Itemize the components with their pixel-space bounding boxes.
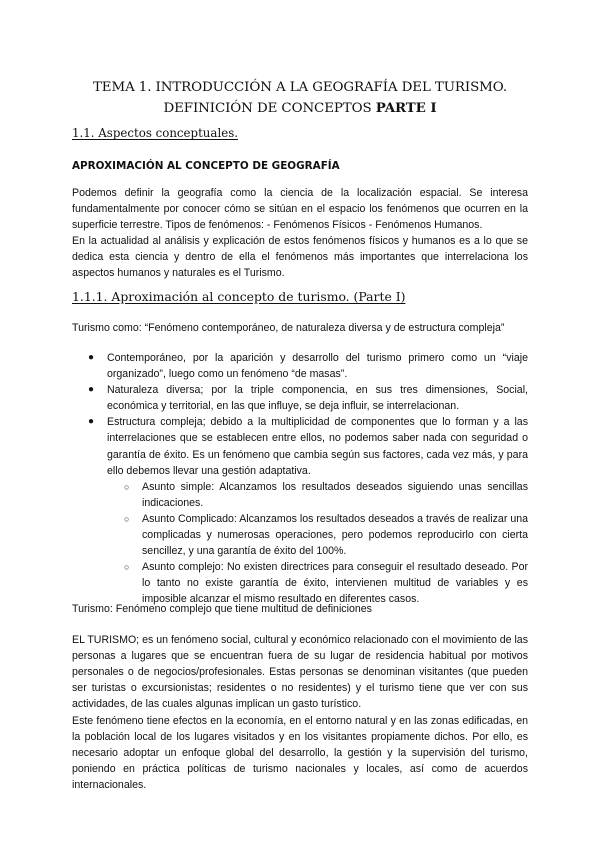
list-item [72,382,528,414]
paragraph-efectos: Este fenómeno tiene efectos en la economía, en el entorno natural y en las zonas edificadas, en la población local de los lugares visitados y en los visitantes propiamente dichos. Por ello, es necesario adoptar un enfoque global del desarrollo, la gestión y la supervisión del turismo, poniendo en práctica políticas de turismo nacionales y locales, así como de acuerdos internacionales. [72,715,528,792]
subheading-geografia: APROXIMACIÓN AL CONCEPTO DE GEOGRAFÍA [72,160,340,172]
paragraph-geografia-actualidad: En la actualidad al análisis y explicación de estos fenómenos físicos y humanos es a lo que se dedica esta ciencia y dentro de ella el fenómenos más importantes que interrelaciona los aspectos humanos y naturales es el Turismo. [72,235,528,280]
sub-bullet-icon: ○ [124,562,130,573]
title-line-2-text: DEFINICIÓN DE CONCEPTOS [163,101,376,116]
list-item [72,414,528,607]
list-item [72,350,528,382]
sub-bullet-icon: ○ [124,481,130,492]
paragraph-turismo-como: Turismo como: “Fenómeno contemporáneo, de naturaleza diversa y de estructura compleja” [72,322,505,334]
section-heading-aspectos: 1.1. Aspectos conceptuales. [72,126,238,140]
bullet-icon: ● [88,384,95,396]
bullet-list-turismo [72,350,528,608]
title-part-label: PARTE I [375,100,437,116]
sub-bullet-text: Asunto simple: Alcanzamos los resultados deseados siguiendo unas sencillas indicaciones. [142,480,528,509]
bullet-text: Contemporáneo, por la aparición y desarrollo del turismo primero como un “viaje organizado”, luego como un fenómeno “de masas”. [107,352,528,381]
paragraph-el-turismo: EL TURISMO; es un fenómeno social, cultural y económico relacionado con el movimiento de las personas a lugares que se encuentran fuera de su lugar de residencia habitual por motivos personales o de negocios/profesionales. Estas personas se denominan visitantes (que pueden ser turistas o excursionistas; residentes o no residentes) y el turismo tiene que ver con sus actividades, de las cuales algunas implican un gasto turístico. [72,634,528,711]
section-heading-turismo: 1.1.1. Aproximación al concepto de turismo. (Parte I) [72,289,406,304]
bullet-text: Estructura compleja; debido a la multiplicidad de componentes que lo forman y a las interrelaciones que se establecen entre ellos, no podemos saber nada con seguridad o garantía de éxito. Es un fenómeno que cambia según sus factores, cada vez más, y para ello debemos llevar una gestión adaptativa. [107,416,528,477]
sub-bullet-text: Asunto complejo: No existen directrices para conseguir el resultado deseado. Por lo tanto no existe garantía de éxito, intervienen multitud de variables y es imposible alcanzar el mismo resultado en diferentes casos. [142,561,528,606]
sub-bullet-icon: ○ [124,513,130,524]
bullet-icon: ● [88,416,95,428]
sub-bullet-text: Asunto Complicado: Alcanzamos los resultados deseados a través de realizar una complicadas y numerosas operaciones, pero podemos reproducirlo con cierta sencillez, y una garantía de éxito del 100%. [142,512,528,558]
paragraph-geografia-definicion: Podemos definir la geografía como la ciencia de la localización espacial. Se interesa fundamentalmente por conocer cómo se sitúan en el espacio los fenómenos que ocurren en la superficie terrestre. Tipos de fenómenos: - Fenómenos Físicos - Fenómenos Humanos. [72,187,528,232]
bullet-text: Naturaleza diversa; por la triple componencia, en sus tres dimensiones, Social, económica y territorial, en las que influye, se deja influir, se interrelacionan. [107,384,528,413]
sub-bullet-list [107,479,528,608]
bullet-icon: ● [88,352,95,363]
title-line-2 [60,98,540,119]
sub-list-item [107,511,528,559]
sub-list-item [107,479,528,511]
paragraph-turismo-definiciones: Turismo: Fenómeno complejo que tiene multitud de definiciones [72,603,372,615]
document-title [60,78,540,119]
title-line-1: TEMA 1. INTRODUCCIÓN A LA GEOGRAFÍA DEL TURISMO. [92,80,508,95]
